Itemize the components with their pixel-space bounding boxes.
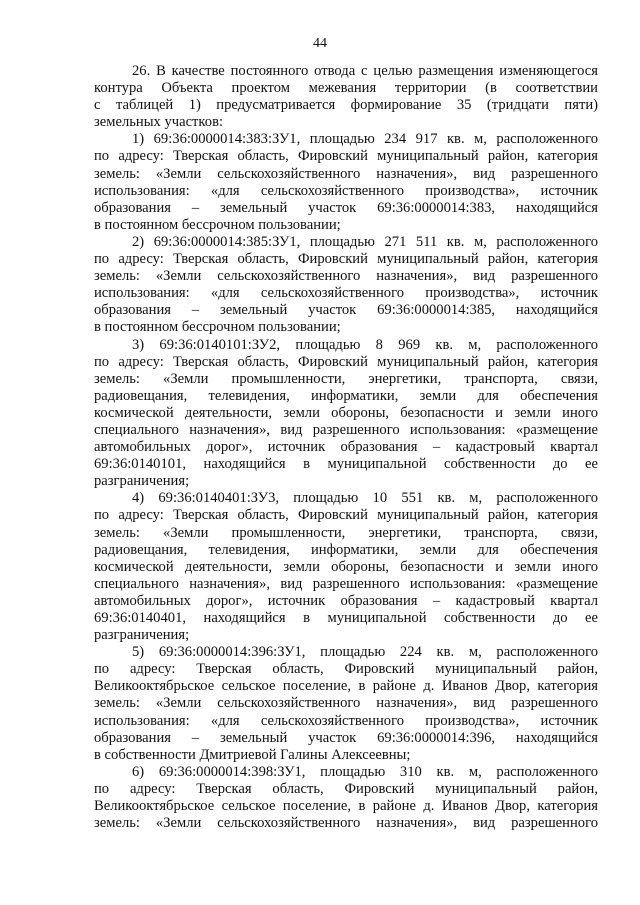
text-line: разграничения; xyxy=(94,473,190,490)
text-line: земельных участков: xyxy=(94,114,224,131)
text-line: радиовещания, телевидения, информатики, земли для обеспечения xyxy=(94,541,598,558)
text-line: земель: «Земли сельскохозяйственного назначения», вид разрешенного xyxy=(94,695,598,712)
list-item xyxy=(94,490,598,644)
text-line: автомобильных дорог», источник образования – кадастровый квартал xyxy=(94,592,598,609)
text-line: образования – земельный участок 69:36:0000014:383, находящийся xyxy=(94,199,598,216)
text-line: 69:36:0140401, находящийся в муниципальной собственности до ее xyxy=(94,610,598,626)
text-line: использования: «для сельскохозяйственного производства», источник xyxy=(94,182,598,199)
text-line: образования – земельный участок 69:36:0000014:385, находящийся xyxy=(94,302,598,319)
text-line: по адресу: Тверская область, Фировский муниципальный район, xyxy=(94,661,598,678)
text-line: космической деятельности, земли обороны, безопасности и земли иного xyxy=(94,404,598,421)
text-line: в постоянном бессрочном пользовании; xyxy=(94,319,341,336)
text-line: образования – земельный участок 69:36:0000014:396, находящийся xyxy=(94,729,598,746)
text-line: земель: «Земли сельскохозяйственного назначения», вид разрешенного xyxy=(94,815,598,832)
text-line: 6) 69:36:0000014:398:ЗУ1, площадью 310 кв. м, расположенного xyxy=(132,763,598,780)
text-line: разграничения; xyxy=(94,627,190,644)
text-line: использования: «для сельскохозяйственного производства», источник xyxy=(94,285,598,302)
list-item xyxy=(94,644,598,764)
text-line: специального назначения», вид разрешенного использования: «размещение xyxy=(94,421,598,438)
text-line: по адресу: Тверская область, Фировский муниципальный район, категория xyxy=(94,251,598,268)
text-line: 2) 69:36:0000014:385:ЗУ1, площадью 271 511 кв. м, расположенного xyxy=(132,233,598,250)
text-line: контура Объекта проектом межевания территории (в соответствии xyxy=(94,80,598,97)
document-body xyxy=(94,63,598,832)
page-number: 44 xyxy=(313,36,327,51)
text-line: 4) 69:36:0140401:ЗУ3, площадью 10 551 кв. м, расположенного xyxy=(132,490,598,507)
text-line: в собственности Дмитриевой Галины Алексеевны; xyxy=(94,746,411,763)
text-line: по адресу: Тверская область, Фировский муниципальный район, категория xyxy=(94,507,598,524)
text-line: земель: «Земли промышленности, энергетики, транспорта, связи, xyxy=(94,370,598,387)
text-line: по адресу: Тверская область, Фировский муниципальный район, xyxy=(94,780,598,797)
list-item xyxy=(94,337,598,491)
text-line: по адресу: Тверская область, Фировский муниципальный район, категория xyxy=(94,353,598,370)
text-line: в постоянном бессрочном пользовании; xyxy=(94,216,341,233)
list-item xyxy=(94,764,598,832)
text-line: специального назначения», вид разрешенного использования: «размещение xyxy=(94,575,598,592)
text-line: автомобильных дорог», источник образования – кадастровый квартал xyxy=(94,439,598,456)
text-line: земель: «Земли промышленности, энергетики, транспорта, связи, xyxy=(94,524,598,541)
text-line: 3) 69:36:0140101:ЗУ2, площадью 8 969 кв. м, расположенного xyxy=(132,336,598,353)
list-item xyxy=(94,234,598,337)
text-line: 1) 69:36:0000014:383:ЗУ1, площадью 234 917 кв. м, расположенного xyxy=(132,131,598,148)
text-line: использования: «для сельскохозяйственного производства», источник xyxy=(94,712,598,729)
text-line: 69:36:0140101, находящийся в муниципальной собственности до ее xyxy=(94,456,598,473)
text-line: с таблицей 1) предусматривается формирование 35 (тридцати пяти) xyxy=(94,97,598,114)
text-line: 5) 69:36:0000014:396:ЗУ1, площадью 224 кв. м, расположенного xyxy=(132,644,598,661)
list-item xyxy=(94,131,598,234)
text-line: радиовещания, телевидения, информатики, земли для обеспечения xyxy=(94,387,598,404)
text-line: Великооктябрьское сельское поселение, в районе д. Иванов Двор, категория xyxy=(94,798,598,815)
text-line: земель: «Земли сельскохозяйственного назначения», вид разрешенного xyxy=(94,165,598,182)
text-line: космической деятельности, земли обороны, безопасности и земли иного xyxy=(94,558,598,575)
text-line: Великооктябрьское сельское поселение, в районе д. Иванов Двор, категория xyxy=(94,678,598,695)
section-paragraph xyxy=(94,63,598,131)
text-line: по адресу: Тверская область, Фировский муниципальный район, категория xyxy=(94,148,598,165)
text-line: земель: «Земли сельскохозяйственного назначения», вид разрешенного xyxy=(94,268,598,285)
text-line: 26. В качестве постоянного отвода с целью размещения изменяющегося xyxy=(132,63,598,79)
